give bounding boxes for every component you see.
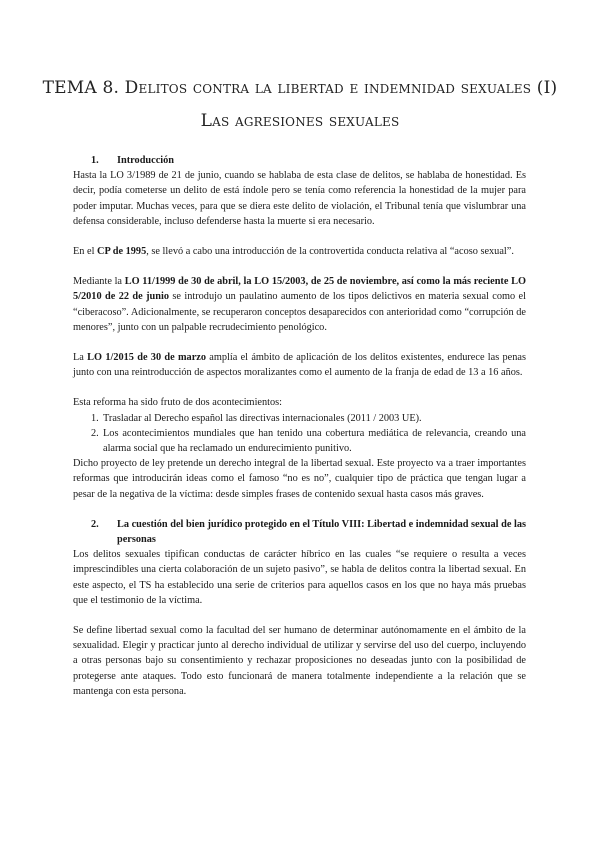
bold-text: LO 1/2015 de 30 de marzo	[87, 352, 206, 364]
section-heading-bien-juridico	[73, 517, 526, 547]
paragraph	[73, 244, 526, 259]
paragraph: Dicho proyecto de ley pretende un derecho integral de la libertad sexual. Este proyecto va a traer importantes reformas que introducirán ideas como el famoso “no es no”, cualquier tipo de práctica que tengan lugar a pesar de la negativa de la víctima: desde simples frases de contenido sexual hasta casos más graves.	[73, 458, 526, 500]
document-body	[73, 153, 526, 699]
paragraph	[73, 274, 526, 335]
list-item-text: Trasladar al Derecho español las directivas internacionales (2011 / 2003 UE).	[103, 412, 422, 424]
page-subtitle: Las agresiones sexuales	[200, 111, 400, 131]
paragraph: Esta reforma ha sido fruto de dos acontecimientos:	[73, 397, 283, 409]
section-number: 2.	[91, 518, 99, 530]
section-title: Introducción	[117, 155, 175, 166]
list-number: 1.	[91, 412, 99, 424]
paragraph: Hasta la LO 3/1989 de 21 de junio, cuando se hablaba de esta clase de delitos, se hablaba de honestidad. Es decir, podía cometerse un delito de está índole pero se tenía como referencia la honestidad de la mujer para poder imputar. Muchas veces, para que se diera este delito de violación, el Tribunal tenía que vislumbrar una defensa considerable, incluso defenderse hasta la muerte si era necesario.	[73, 170, 526, 227]
text-run: Mediante la	[73, 276, 125, 288]
text-run: La	[73, 352, 88, 364]
text-run: amplía el ámbito de aplicación de los delitos existentes, endurece las penas junto con una reintroducción de aspectos moralizantes como el aumento de la franja de edad de 13 a 16 años.	[73, 352, 526, 379]
paragraph: Los delitos sexuales tipifican conductas de carácter híbrico en las cuales “se requiere o resulta a veces imprescindibles una cierta colaboración de un sujeto pasivo”, se habla de delitos contra la libertad sexual. En este aspecto, el TS ha establecido una serie de criterios para aquellos casos en los que no haya más pruebas que el testimonio de la víctima.	[73, 549, 526, 606]
text-run: , se llevó a cabo una introducción de la controvertida conducta relativa al “acoso sexual”.	[146, 246, 514, 258]
paragraph: Se define libertad sexual como la facultad del ser humano de determinar autónomamente en el ámbito de la sexualidad. Elegir y practicar junto al derecho individual de utilizar y servirse del uso del cuerpo, incluyendo a otras personas bajo su consentimiento y rechazar proposiciones no deseadas junto con la posibilidad de protegerse ante ataques. Todo esto funcionará de manera totalmente independiente a la relación que se mantenga con esta persona.	[73, 625, 526, 697]
bold-text: LO 11/1999 de 30 de abril, la LO 15/2003, de 25 de noviembre, así como la más reciente LO 5/2010 de 22 de junio	[73, 276, 526, 303]
list-item	[73, 426, 526, 456]
page-title: TEMA 8. Delitos contra la libertad e indemnidad sexuales (I)	[42, 78, 558, 98]
list-number: 2.	[91, 427, 99, 439]
text-run: se introdujo un paulatino aumento de los tipos delictivos en materia sexual como el “ciberacoso”. Adicionalmente, se recuperaron conceptos desaparecidos con anterioridad como “corrupción de menores”, junto con un palpable recrudecimiento penológico.	[73, 291, 526, 333]
paragraph	[73, 350, 526, 380]
section-title: La cuestión del bien jurídico protegido en el Título VIII: Libertad e indemnidad sexual de las personas	[117, 518, 526, 546]
section-number: 1.	[91, 155, 99, 166]
bold-text: CP de 1995	[97, 246, 147, 258]
text-run: En el	[73, 246, 98, 258]
section-heading-introduccion	[73, 153, 526, 168]
list-item-text: Los acontecimientos mundiales que han tenido una cobertura mediática de relevancia, creando una alarma social que ha reclamado un endurecimiento punitivo.	[103, 427, 526, 455]
numbered-list	[73, 411, 526, 457]
list-item	[73, 411, 526, 426]
